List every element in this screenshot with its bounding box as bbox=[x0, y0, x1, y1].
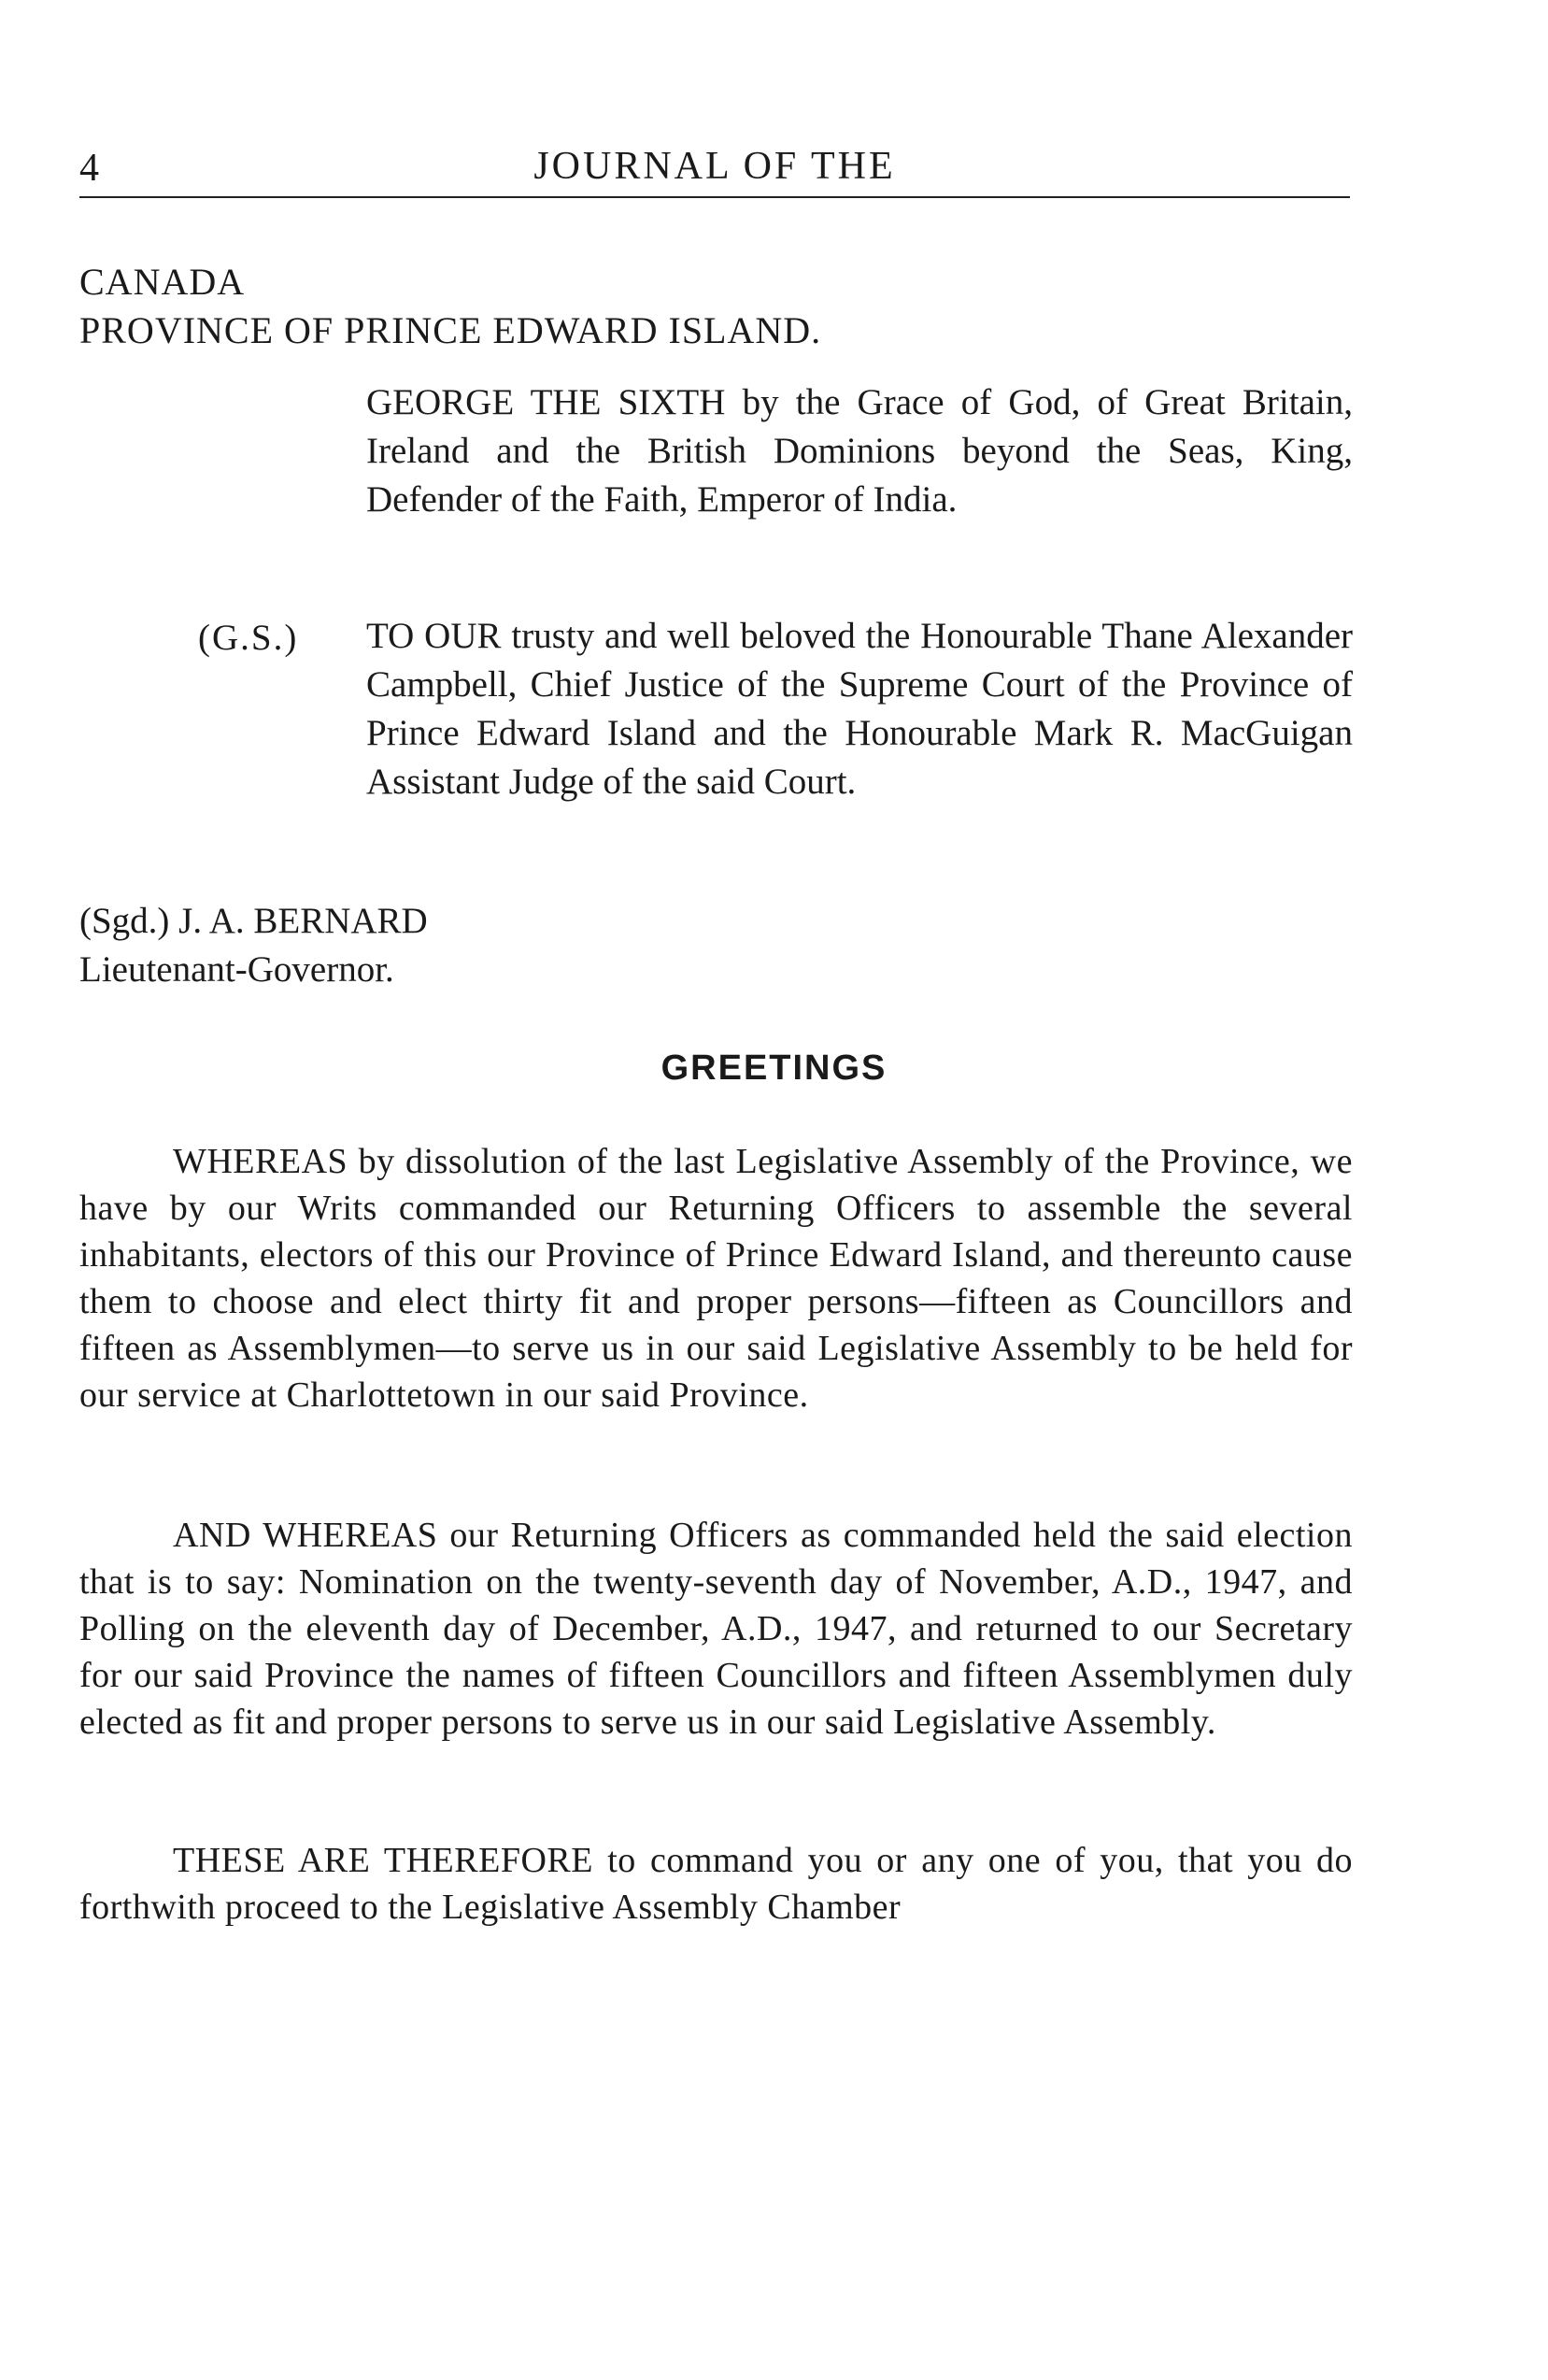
greetings-heading: GREETINGS bbox=[660, 1048, 888, 1088]
heading-province: PROVINCE OF PRINCE EDWARD ISLAND. bbox=[79, 309, 822, 351]
running-header bbox=[79, 138, 1350, 198]
and-whereas-paragraph: AND WHEREAS our Returning Officers as commanded held the said election that is to say: Nomination on the twenty-seventh day of November, A.D., 1947, and Polling on the eleventh day of December, A.D., 1947, and returned to our Secretary for our said Province the names of fifteen Councillors and fifteen Assemblymen duly elected as fit and proper persons to serve us in our said Legislative Assembly. bbox=[79, 1516, 1353, 1742]
therefore-paragraph: THESE ARE THEREFORE to command you or any one of you, that you do forthwith proceed to the Legislative Assembly Chamber bbox=[79, 1841, 1353, 1927]
signature-title: Lieutenant-Governor. bbox=[79, 949, 394, 990]
signature-name: (Sgd.) J. A. BERNARD bbox=[79, 901, 428, 941]
great-seal-mark: (G.S.) bbox=[198, 618, 299, 658]
address-text: TO OUR trusty and well beloved the Honourable Thane Alexander Campbell, Chief Justice of the Supreme Court of the Province of Prince Edward Island and the Honourable Mark R. MacGuigan Assistant Judge of the said Court. bbox=[366, 616, 1353, 802]
page-number: 4 bbox=[79, 147, 100, 190]
whereas-paragraph: WHEREAS by dissolution of the last Legislative Assembly of the Province, we have by our Writs commanded our Returning Officers to assemble the several inhabitants, electors of this our Province of Prince Edward Island, and thereunto cause them to choose and elect thirty fit and proper persons—fifteen as Councillors and fifteen as Assemblymen—to serve us in our said Legislative Assembly to be held for our service at Charlottetown in our said Province. bbox=[79, 1142, 1353, 1415]
signature-block bbox=[79, 897, 428, 994]
heading-country: CANADA bbox=[79, 261, 246, 303]
jurisdiction-heading bbox=[79, 258, 821, 355]
king-styling-text: GEORGE THE SIXTH by the Grace of God, of Great Britain, Ireland and the British Dominions beyond the Seas, King, Defender of the Faith, Emperor of India. bbox=[366, 382, 1353, 520]
journal-title: JOURNAL OF THE bbox=[533, 145, 896, 188]
